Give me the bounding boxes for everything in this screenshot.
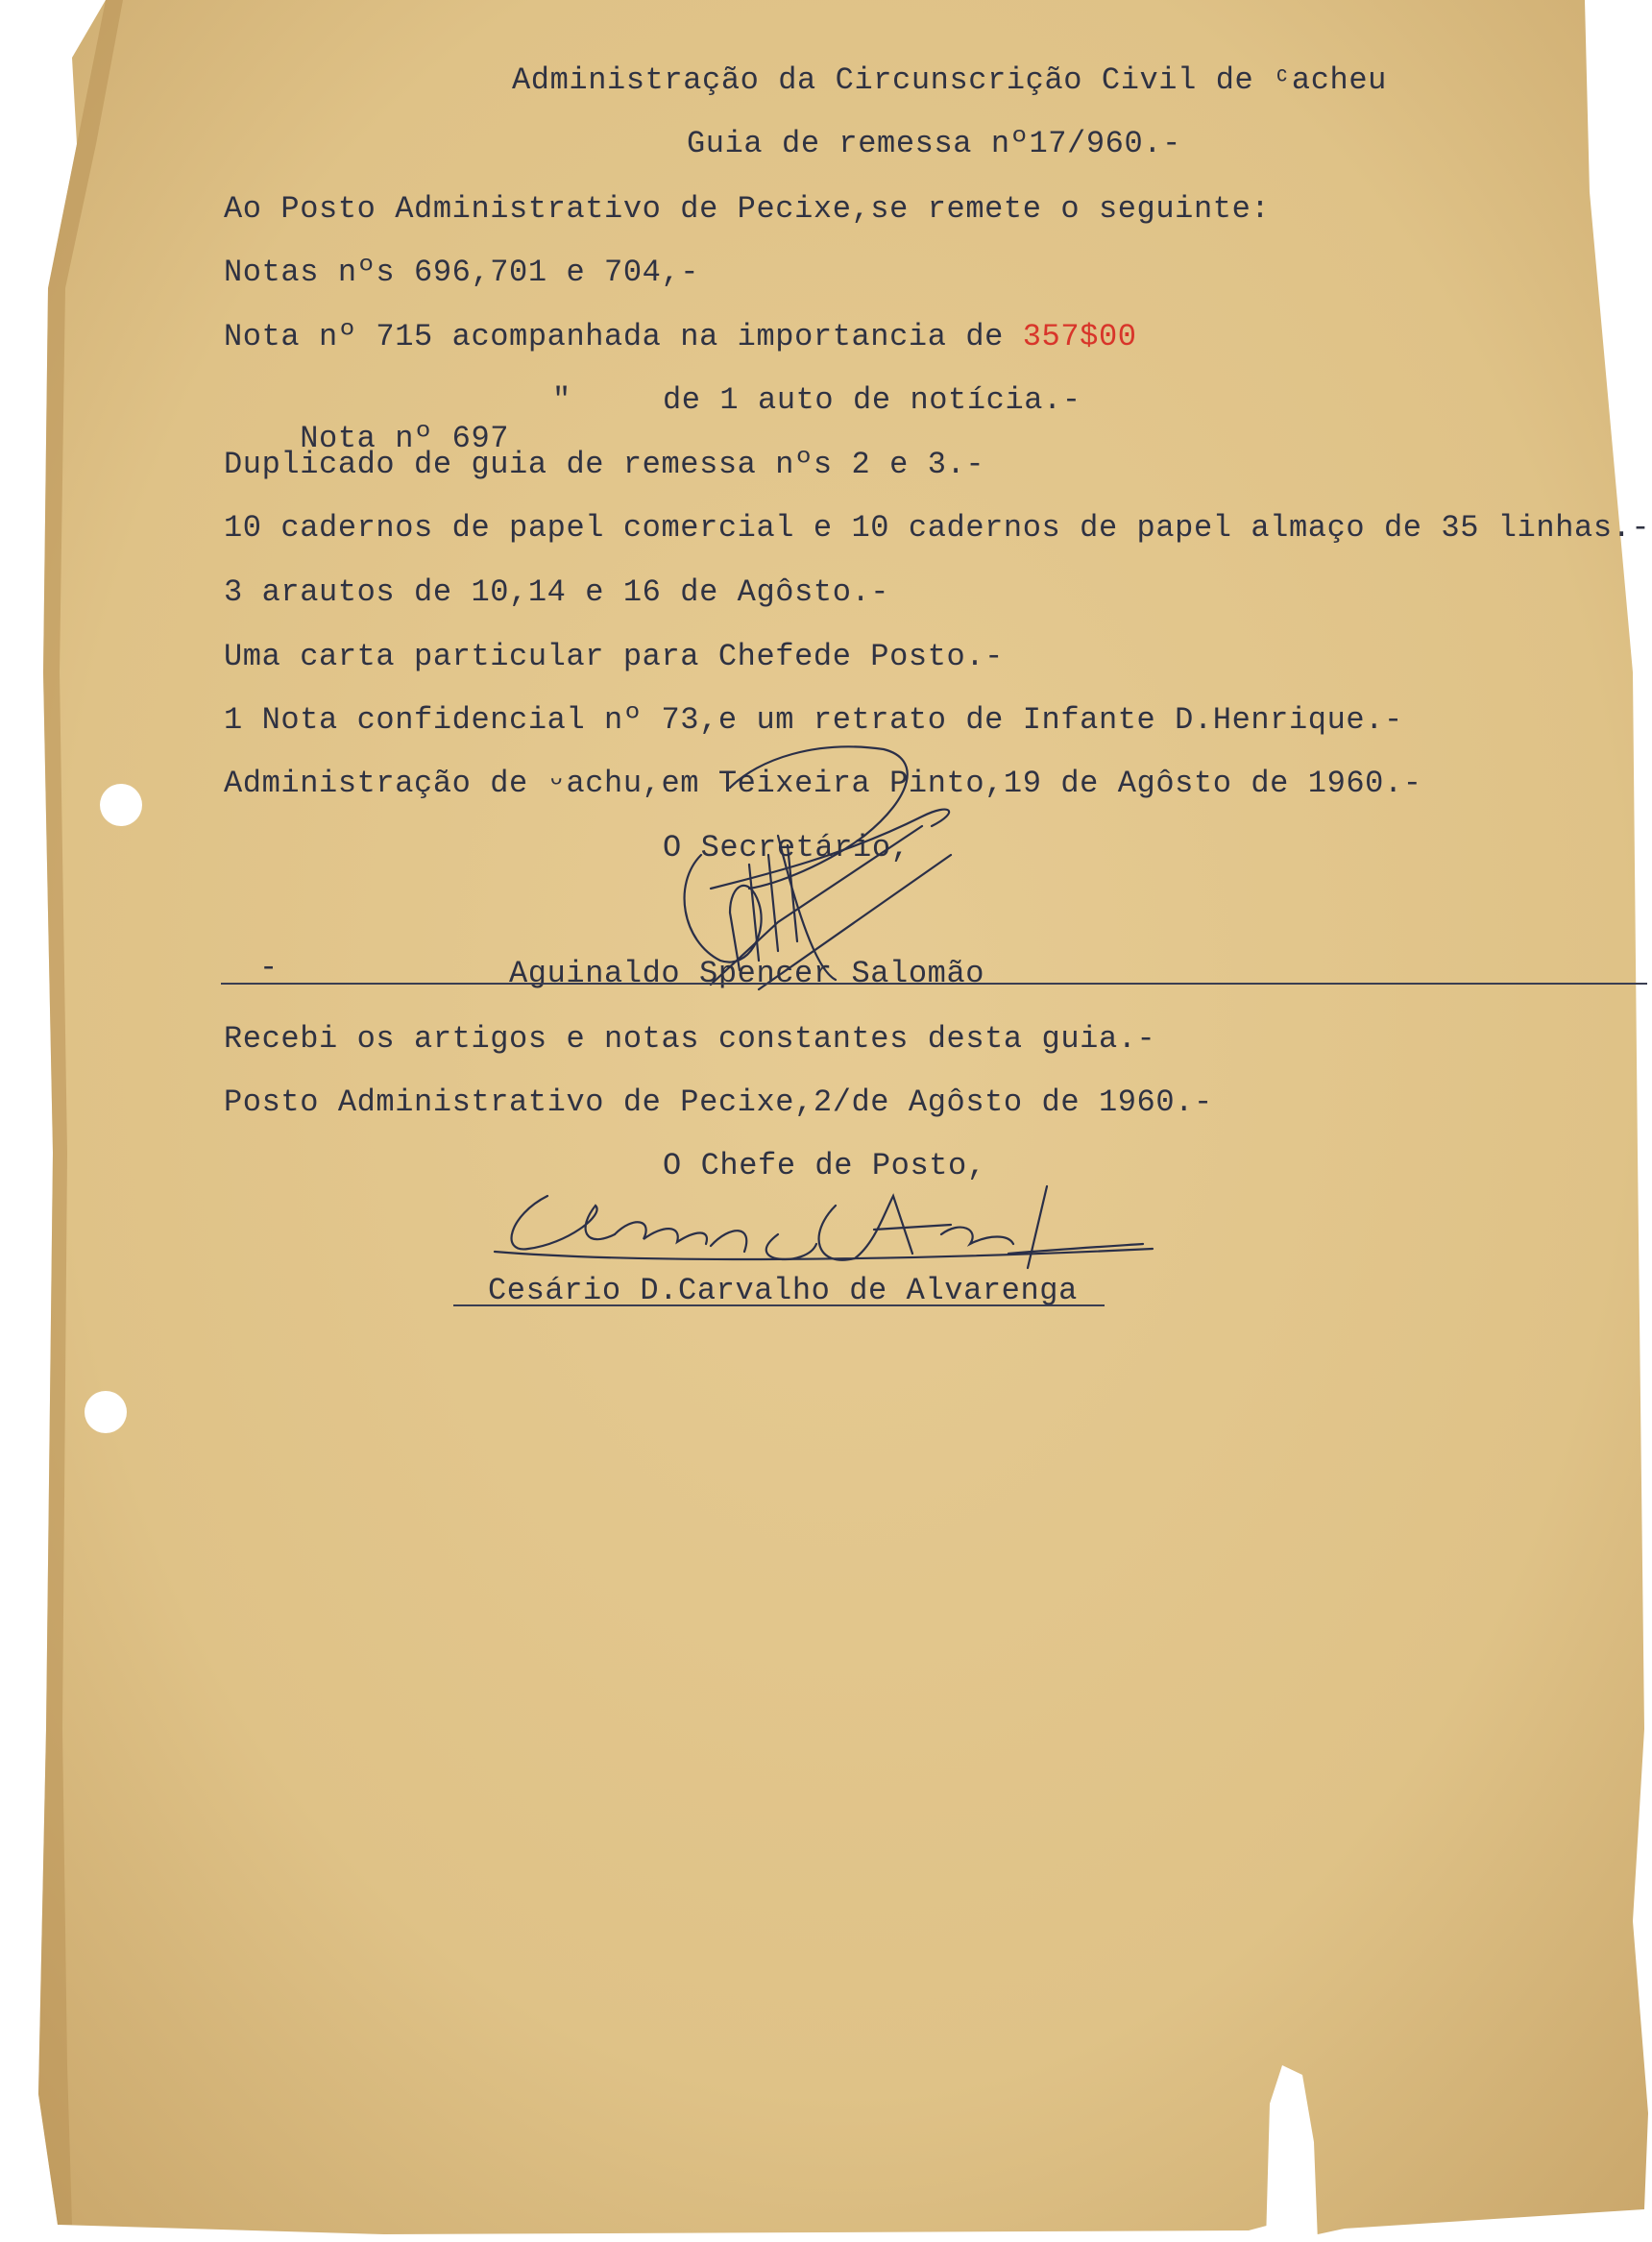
place-date-line: Administração de ᵕachu,em Teixeira Pinto,19 de Agôsto de 1960.-	[224, 766, 1422, 801]
chief-name: Cesário D.Carvalho de Alvarenga	[488, 1273, 1078, 1308]
punch-hole-top	[100, 784, 142, 826]
item-duplicate-guides: Duplicado de guia de remessa nºs 2 e 3.-	[224, 447, 985, 482]
punch-hole-bottom	[85, 1391, 127, 1433]
intro-line: Ao Posto Administrativo de Pecixe,se remete o seguinte:	[224, 191, 1271, 227]
chief-title: O Chefe de Posto,	[663, 1148, 986, 1183]
item-confidential-note: 1 Nota confidencial nº 73,e um retrato de Infante D.Henrique.-	[224, 702, 1403, 738]
receipt-line: Recebi os artigos e notas constantes desta guia.-	[224, 1021, 1156, 1057]
item-notebooks: 10 cadernos de papel comercial e 10 cadernos de papel almaço de 35 linhas.-	[224, 510, 1651, 546]
header-title: Administração da Circunscrição Civil de ᶜacheu	[512, 62, 1387, 98]
header-guide-number: Guia de remessa nº17/960.-	[687, 126, 1181, 161]
note-715-text: Nota nº 715 acompanhada na importancia de	[224, 319, 1023, 354]
chief-underline	[453, 1304, 1105, 1306]
item-notes-list: Notas nºs 696,701 e 704,-	[224, 255, 700, 290]
secretary-name: Aguinaldo Spencer Salomão	[509, 956, 985, 991]
secretary-underline	[221, 983, 1647, 985]
receipt-place-date: Posto Administrativo de Pecixe,2/de Agôsto de 1960.-	[224, 1084, 1213, 1120]
item-private-letter: Uma carta particular para Chefede Posto.-	[224, 639, 1004, 674]
chief-signature	[490, 1177, 1162, 1282]
secretary-dash: -	[259, 950, 279, 986]
amount-red: 357$00	[1022, 319, 1137, 354]
item-note-715	[224, 318, 1137, 356]
secretary-title: O Secretário,	[663, 830, 911, 865]
note-697-text: Nota nº 697	[300, 421, 510, 456]
item-heralds: 3 arautos de 10,14 e 16 de Agôsto.-	[224, 574, 890, 610]
ditto-mark: "	[552, 382, 571, 418]
note-697-suffix: de 1 auto de notícia.-	[663, 382, 1081, 418]
